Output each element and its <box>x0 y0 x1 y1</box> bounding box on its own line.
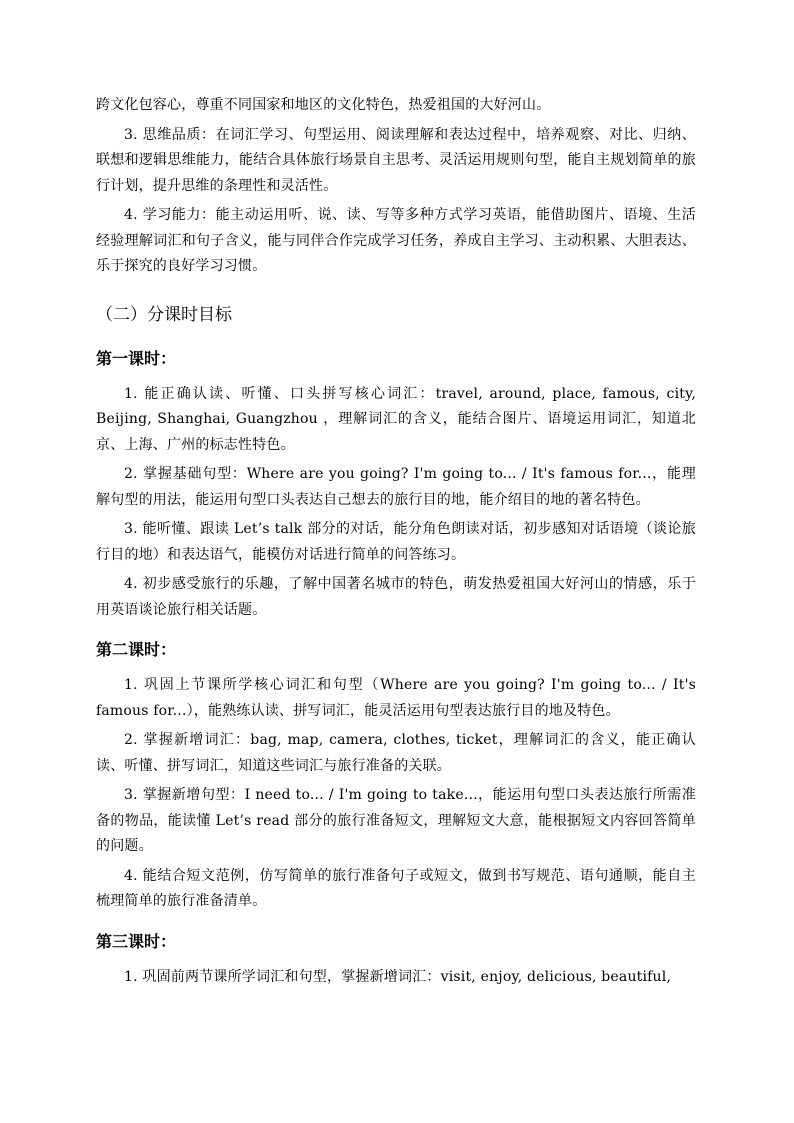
intro-continuation: 跨文化包容心，尊重不同国家和地区的文化特色，热爱祖国的大好河山。 <box>96 97 551 113</box>
lesson-2-goal-1: 1. 巩固上节课所学核心词汇和句型（Where are you going? I'm going to... / It's famous for...），能熟练认读、拼写词汇，能灵活运用句型表达旅行目的地及特色。 <box>96 677 696 719</box>
lesson-2-goal-2: 2. 掌握新增词汇：bag, map, camera, clothes, ticket，理解词汇的含义，能正确认读、听懂、拼写词汇，知道这些词汇与旅行准备的关联。 <box>96 732 696 774</box>
goal-thinking-quality: 3. 思维品质：在词汇学习、句型运用、阅读理解和表达过程中，培养观察、对比、归纳、联想和逻辑思维能力，能结合具体旅行场景自主思考、灵活运用规则句型，能自主规划简单的旅行计划，提升思维的条理性和灵活性。 <box>96 126 696 194</box>
lesson-1-title: 第一课时： <box>96 348 177 368</box>
lesson-2-title: 第二课时： <box>96 640 177 659</box>
lesson-1-goal-1: 1. 能正确认读、听懂、口头拼写核心词汇：travel, around, place, famous, city, Beijing, Shanghai, Guangzhou ，理解词汇的含义，能结合图片、语境运用词汇，知道北京、上海、广州的标志性特色。 <box>96 385 696 453</box>
lesson-1-goal-2: 2. 掌握基础句型：Where are you going? I'm going to... / It's famous for...，能理解句型的用法，能运用句型口头表达自己想去的旅行目的地，能介绍目的地的著名特色。 <box>96 466 696 508</box>
lesson-2-goal-3: 3. 掌握新增句型：I need to... / I'm going to take...，能运用句型口头表达旅行所需准备的物品，能读懂 Let’s read 部分的旅行准备短文，理解短文大意，能根据短文内容回答简单的问题。 <box>96 787 696 854</box>
section-title-lesson-goals: （二）分课时目标 <box>96 304 232 325</box>
goal-learning-ability: 4. 学习能力：能主动运用听、说、读、写等多种方式学习英语，能借助图片、语境、生活经验理解词汇和句子含义，能与同伴合作完成学习任务，养成自主学习、主动积累、大胆表达、乐于探究的良好学习习惯。 <box>96 207 696 274</box>
lesson-2-goal-4: 4. 能结合短文范例，仿写简单的旅行准备句子或短文，做到书写规范、语句通顺，能自主梳理简单的旅行准备清单。 <box>96 867 696 909</box>
lesson-3-title: 第三课时： <box>96 931 177 951</box>
lesson-1-goal-3: 3. 能听懂、跟读 Let’s talk 部分的对话，能分角色朗读对话，初步感知对话语境（谈论旅行目的地）和表达语气，能模仿对话进行简单的问答练习。 <box>96 521 696 563</box>
lesson-1-goal-4: 4. 初步感受旅行的乐趣，了解中国著名城市的特色，萌发热爱祖国大好河山的情感，乐于用英语谈论旅行相关话题。 <box>96 576 696 618</box>
lesson-3-goal-1: 1. 巩固前两节课所学词汇和句型，掌握新增词汇：visit, enjoy, delicious, beautiful, <box>124 968 672 985</box>
